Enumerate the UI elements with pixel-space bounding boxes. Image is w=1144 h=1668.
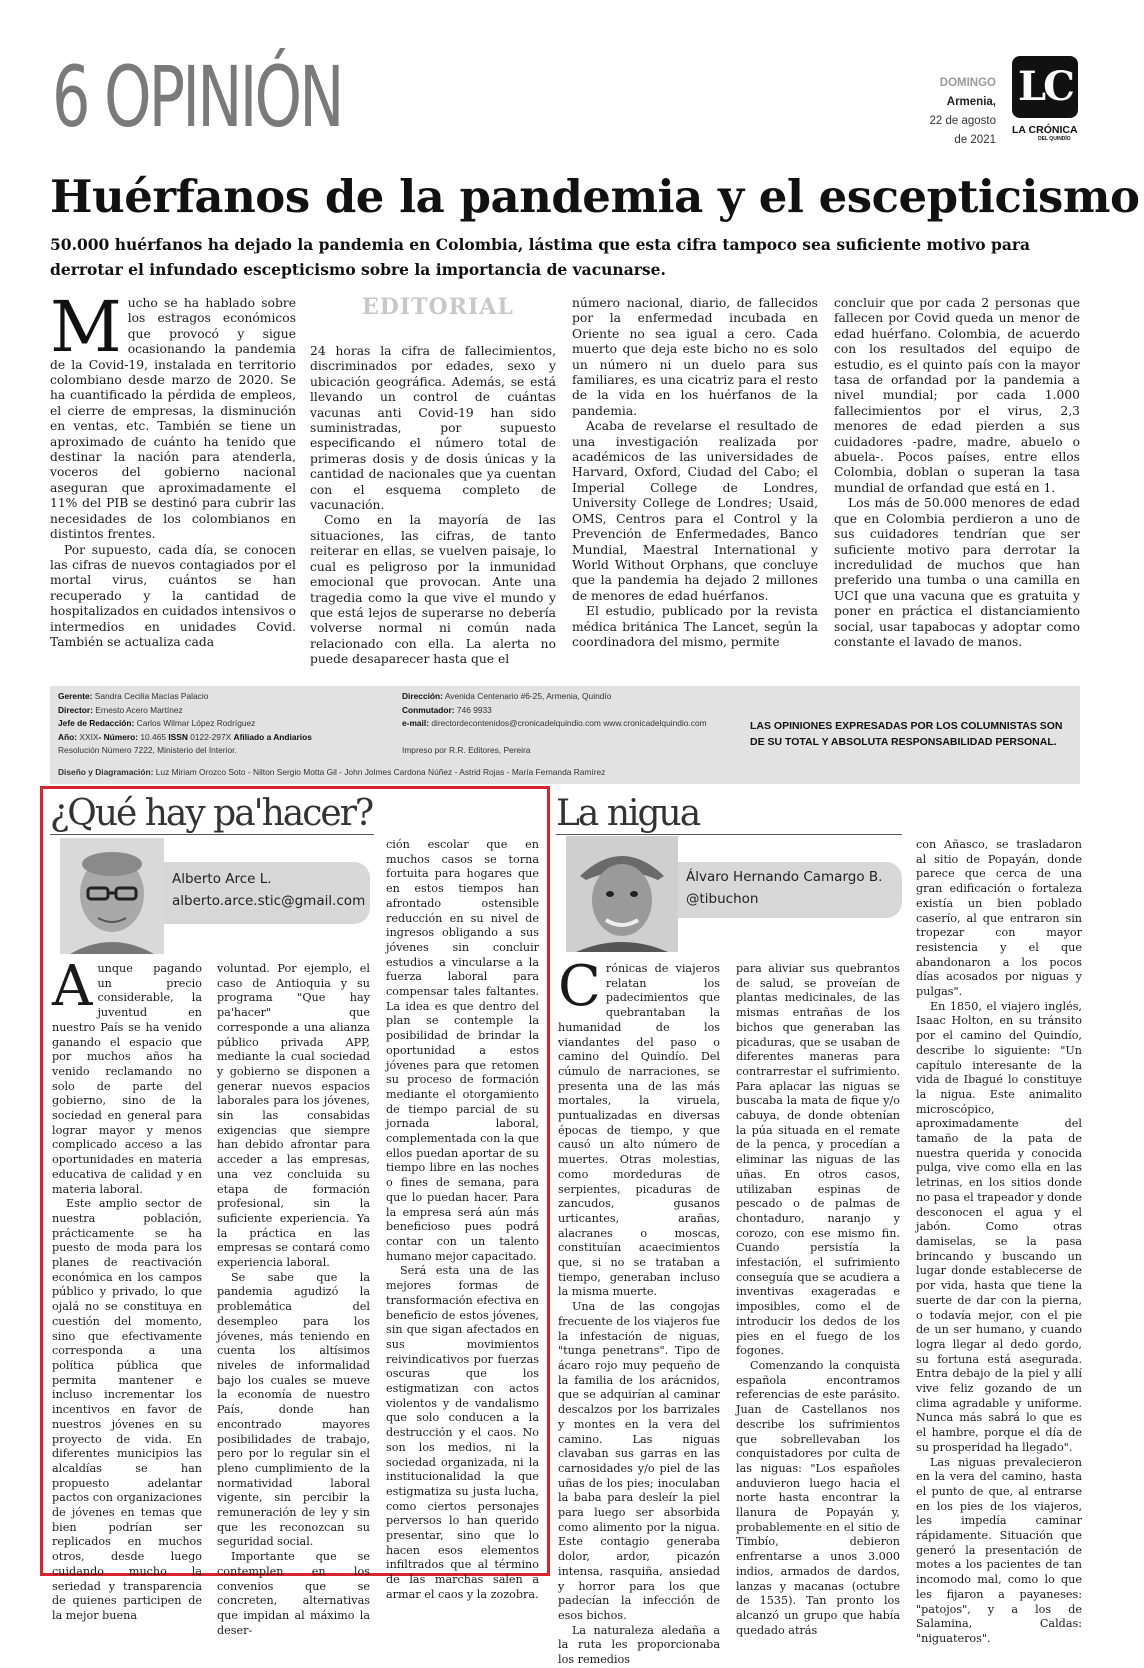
portrait-image bbox=[60, 838, 164, 954]
title-rule bbox=[50, 834, 374, 835]
author-name: Álvaro Hernando Camargo B. bbox=[686, 869, 883, 885]
paragraph: Crónicas de viajeros relatan los padecimientos que quebrantaban la humanidad de los viandantes del paso o camino del Quindío. Del cúmulo de narraciones, se presenta una de las más mortales, la viruela, puntualizadas en diversas épocas de tiempo, y que causó un alto número de muertes. Otras molestias, como mordeduras de serpientes, picaduras de zancudos, gusanos urticantes, arañas, alacranes o moscas, constituían acaecimientos que, si no se trataban a tiempo, generaban incluso la misma muerte. bbox=[558, 954, 720, 1299]
editorial-column-3 bbox=[572, 296, 818, 650]
editorial-deck: 50.000 huérfanos ha dejado la pandemia en Colombia, lástima que esta cifra tampoco sea suficiente motivo para derrotar el infundado escepticismo sobre la importancia de vacunarse. bbox=[50, 235, 1031, 279]
author-portrait-left bbox=[60, 838, 164, 954]
editorial-column-4 bbox=[834, 296, 1080, 650]
paragraph: Este amplio sector de nuestra población, prácticamente se ha puesto de moda para los planes de reactivación económica en los campos público y privado, lo que ojalá no se constituya en cuestión del momento, sino que efectivamente corresponda a una política pública que permita mantener e incluso incrementar los incentivos en favor de nuestros jóvenes en su proyecto de vida. En diferentes municipios las alcaldías se han propuesto adelantar pactos con organizaciones de jóvenes en temas que bien podrían ser replicados en muchos otros, desde luego cuidando mucho la seriedad y transparencia de quienes participen de la mejor buena bbox=[52, 1197, 202, 1622]
paragraph: Como en la mayoría de las situaciones, las cifras, de tanto reiterar en ellas, se vuelven paisaje, lo cual es peligroso por la inmunidad emocional que provocan. Ante una tragedia como la que vive el mundo y que está lejos de superarse no debería volverse normal ni común nada relacionado con ella. La alerta no puede desaparecer hasta que el bbox=[310, 513, 556, 667]
right-column-text-2 bbox=[736, 962, 900, 1638]
dateline bbox=[876, 74, 996, 150]
paragraph: número nacional, diario, de fallecidos por la enfermedad incubada en Oriente no sea igual a cero. Cada muerto que deja este bicho no es solo un número ni un duelo para sus familiares, es una cicatriz para el resto de la vida en los huérfanos de la pandemia. bbox=[572, 296, 818, 418]
left-column-text-2 bbox=[217, 962, 370, 1638]
dateline-year: de 2021 bbox=[954, 134, 996, 146]
left-column-text-3 bbox=[386, 838, 539, 1603]
paragraph: concluir que por cada 2 personas que fallecen por Covid queda un menor de edad huérfano. Colombia, de acuerdo con los resultados del equipo de estudio, es el quinto país con la mayor tasa de orfandad por la pandemia a nivel mundial; por cada 1.000 fallecimientos por el virus, 2,3 menores de edad pierden a sus cuidadores -padre, madre, abuelo o abuela-. Pocos países, entre ellos Colombia, doblan o superan la tasa mundial de orfandad que está en 1. bbox=[834, 296, 1080, 495]
dateline-day: DOMINGO bbox=[939, 77, 996, 89]
author-email[interactable]: alberto.arce.stic@gmail.com bbox=[172, 893, 366, 909]
newspaper-logo bbox=[1012, 56, 1084, 144]
editorial-headline: Huérfanos de la pandemia y el escepticismo bbox=[50, 170, 1140, 223]
paragraph: Será esta una de las mejores formas de transformación efectiva en beneficio de estos jóvenes, sin que sigan afectados en sus movimientos reivindicativos por fuerzas oscuras que los estigmatizan con actos violentos y de vandalismo que solo conducen a la destrucción y el caos. No son los medios, ni la sociedad organizada, ni la institucionalidad la que estigmatiza su justa lucha, como ciertos personajes perversos lo han querido presentar, sino que lo hacen esos elementos infiltrados que al término de las marchas salen a armar el caos y la zozobra. bbox=[386, 1264, 539, 1601]
paragraph: 24 horas la cifra de fallecimientos, discriminados por edades, sexo y ubicación geográfica. Además, se está llevando un control de cuántas vacunas anti Covid-19 han sido suministradas, por supuesto especificando el número total de primeras dosis y de dosis únicas y la cantidad de nacionales que ya cuentan con el esquema completo de vacunación. bbox=[310, 344, 556, 513]
phone: 746 9933 bbox=[456, 704, 492, 715]
paragraph: voluntad. Por ejemplo, el caso de Antioquia y su programa "Que hay pa'hacer" que corresponde a una alianza público privada APP, mediante la cual sociedad y gobierno se disponen a generar nuevos espacios laborales para los jóvenes, sin las consabidas exigencias que siempre han debido afrontar para acceder a las empresas, una vez concluida su etapa de formación profesional, sin la suficiente experiencia. Ya la práctica en las empresas se contará como experiencia laboral. bbox=[217, 962, 370, 1270]
paragraph: En 1850, el viajero inglés, Isaac Holton, en su tránsito por el camino del Quindío, describe lo siguiente: "Un capítulo interesante de la vida de Ibagué lo constituye la nigua. Este animalito microscópico, aproximadamente del tamaño de la pata de nuestra querida y conocida pulga, vive como ella en las letrinas, en los sitios donde no pasa el trapeador y donde desconocen el agua y el jabón. Como otras damiselas, se la pasa brincando y buscando un lugar donde establecerse de por vida, hasta que tiene la suerte de dar con la pierna, o todavía mejor, con el pie de un ser humano, y cuando logra llegar al dedo gordo, su fortuna está asegurada. Entra debajo de la piel y allí vive feliz gozando de un clima agradable y uniforme. Nunca más sabrá lo que es el hambre, porque el día de su prosperidad ha llegado". bbox=[916, 999, 1082, 1454]
drop-cap: C bbox=[558, 954, 601, 1019]
drop-cap: M bbox=[50, 286, 122, 368]
editorial-column-2 bbox=[310, 344, 556, 668]
dateline-date: 22 de agosto bbox=[929, 115, 996, 127]
portrait-image bbox=[566, 836, 678, 952]
jefe-name: Carlos Wilmar López Rodríguez bbox=[136, 718, 256, 729]
design-credits: Diseño y Diagramación: Luz Miriam Orozco Soto - Nilton Sergio Motta Gil - John Jolmes Cardona Núñez - Astrid Rojas - María Fernanda Ramírez bbox=[58, 767, 606, 777]
editorial-label: EDITORIAL bbox=[362, 294, 514, 320]
title-rule bbox=[556, 834, 902, 835]
paragraph: Mucho se ha hablado sobre los estragos económicos que provocó y sigue ocasionando la pandemia de la Covid-19, instalada en territorio colombiano desde marzo de 2020. Se ha cuantificado la pérdida de empleos, el cierre de empresas, la disminución en ventas, etc. También se tiene un aproximado de cuánto ha tenido que destinar la nación para atenderla, voceros del gobierno nacional aseguran que aproximadamente el 11% del PIB se destinó para cubrir las necesidades de los colombianos en distintos frentes. bbox=[50, 286, 296, 542]
paragraph: La naturaleza aledaña a la ruta les proporcionaba los remedios bbox=[558, 1623, 720, 1667]
resolucion: Resolución Número 7222, Ministerio del Interior. bbox=[58, 745, 237, 756]
paragraph: Las niguas prevalecieron en la vera del camino, hasta el punto de que, al entrarse en los pies de los viajeros, les impedía caminar rápidamente. Situación que generó la presentación de motes a los pacientes de tan incomodo mal, como lo que les fijaron a payaneses: "patojos", y a los de Salamina, Caldas: "niguateros". bbox=[916, 1455, 1082, 1645]
logo-mark: LC bbox=[1012, 56, 1078, 118]
paragraph: ción escolar que en muchos casos se torna fortuita para hogares que en estos tiempos han afrontado ostensible reducción en su nivel de ingresos obligando a sus jóvenes sin concluir estudios a vincularse a la fuerza laboral para compensar tales faltantes. La idea es que dentro del plan se contemple la posibilidad de brindar la oportunidad a estos jóvenes para que retomen su proceso de formación mediante el otorgamiento de tiempo parcial de su jornada laboral, complementada con la que ellos puedan aportar de su tiempo libre en las noches o fines de semana, para que lo puedan hacer. Para la empresa será aún más beneficioso pues podrá contar con un talento humano mejor capacitado. bbox=[386, 838, 539, 1263]
author-portrait-right bbox=[566, 836, 678, 952]
printer: Impreso por R.R. Editores, Pereira bbox=[402, 744, 531, 755]
author-name: Alberto Arce L. bbox=[172, 871, 272, 887]
gerente-name: Sandra Cecilia Macías Palacio bbox=[94, 691, 209, 701]
email-link[interactable]: directordecontenidos@cronicadelquindio.com www.cronicadelquindio.com bbox=[431, 718, 707, 729]
paragraph: Acaba de revelarse el resultado de una investigación realizada por académicos de las universidades de Harvard, Oxford, Ciudad del Cabo; el Imperial College de Londres, University College de Londres; Usaid, OMS, Centros para el Control y la Prevención de Enfermedades, Banco Mundial, Maestral International y World Without Orphans, que concluye que la pandemia ha dejado 2 millones de menores de edad huérfanos. bbox=[572, 419, 818, 603]
editorial-column-1 bbox=[50, 286, 296, 650]
paragraph: con Añasco, se trasladaron al sitio de Popayán, donde parece que cerca de una gran edificación o fortaleza existía un bien poblado caserío, al que entraron sin tropezar con mayor resistencia y el que abandonaron a los pocos días acosados por niguas y pulgas". bbox=[916, 838, 1082, 999]
drop-cap: A bbox=[52, 954, 93, 1019]
masthead-box bbox=[50, 686, 1080, 784]
director-name: Ernesto Acero Martínez bbox=[95, 704, 183, 715]
disclaimer: LAS OPINIONES EXPRESADAS POR LOS COLUMNISTAS SON DE SU TOTAL Y ABSOLUTA RESPONSABILIDAD PERSONAL. bbox=[750, 720, 1063, 748]
dateline-city: Armenia, bbox=[946, 96, 996, 108]
address: Avenida Centenario #6-25, Armenia, Quindío bbox=[444, 691, 612, 701]
author-handle[interactable]: @tibuchon bbox=[686, 891, 759, 907]
paragraph: Aunque pagando un precio considerable, la juventud en nuestro País se ha venido ganando el espacio que por muchos años ha venido reclamando no solo de parte del gobierno, sino de la sociedad en general para lograr mayor y menos complicado acceso a las oportunidades en materia educativa de calidad y en materia laboral. bbox=[52, 954, 202, 1196]
masthead-contact: Dirección: Avenida Centenario #6-25, Armenia, Quindío Conmutador: 746 9933 e-mail: directordecontenidos@cronicadelquindio.com www.cronicadelquindio.com Impreso por R.R. Editores, Pereira bbox=[402, 690, 762, 757]
paragraph: Se sabe que la pandemia agudizó la problemática del desempleo para los jóvenes, más teniendo en cuenta los altísimos niveles de informalidad bajo los cuales se mueve la economía de nuestro País, donde han encontrado mayores posibilidades de trabajo, pero por lo regular sin el pleno cumplimiento de la normatividad laboral vigente, sin percibir la remuneración de ley y sin que les reconozcan su seguridad social. bbox=[217, 1270, 370, 1549]
paragraph: Comenzando la conquista española encontramos referencias de este parásito. Juan de Castellanos nos describe los sufrimientos que sobrellevaban los conquistadores por culta de las niguas: "Los españoles anduvieron luego hacia el norte hasta encontrar la llanura de Popayán y, probablemente en el sitio de Timbío, debieron enfrentarse a unos 3.000 indios, armados de dardos, lanzas y macanas (octubre de 1535). Tan pronto los alcanzó un grupo que había quedado atrás bbox=[736, 1358, 900, 1637]
column-title-right: La nigua bbox=[556, 793, 700, 834]
section-title: 6 OPINIÓN bbox=[52, 48, 342, 146]
paragraph: El estudio, publicado por la revista médica británica The Lancet, según la coordinadora del mismo, permite bbox=[572, 604, 818, 649]
paragraph: Por supuesto, cada día, se conocen las cifras de nuevos contagiados por el mortal virus, cuántos se han recuperado y la cantidad de hospitalizados en cuidados intensivos o intermedios en unidades Covid. También se actualiza cada bbox=[50, 542, 296, 649]
column-title-left: ¿Qué hay pa'hacer? bbox=[50, 793, 373, 834]
paragraph: Los más de 50.000 menores de edad que en Colombia perdieron a uno de sus cuidadores tendrían que ser suficiente motivo para derrotar la incredulidad de muchos que han preferido una tumba o una camilla en UCI que una vacuna que es gratuita y poner en práctica el distanciamiento social, usar tapabocas y adoptar como constante el lavado de manos. bbox=[834, 496, 1080, 649]
left-column-text-1 bbox=[52, 954, 202, 1624]
paragraph: Importante que se contemplen en los convenios que se concreten, alternativas que impidan al máximo la deser- bbox=[217, 1550, 370, 1637]
right-column-text-3 bbox=[916, 838, 1082, 1647]
masthead-staff: Gerente: Sandra Cecilia Macías Palacio Director: Ernesto Acero Martínez Jefe de Redacción: Carlos Wilmar López Rodríguez Año: XXIX- Número: 10.465 ISSN 0122-297X Afiliado a Andiarios Resolución Número 7222, Ministerio del Interior. bbox=[58, 690, 398, 758]
right-column-text-1 bbox=[558, 954, 720, 1668]
paragraph: para aliviar sus quebrantos de salud, se proveían de plantas medicinales, de las mismas entrañas de los bichos que generaban las picaduras, que se usaban de diferentes maneras para contrarrestar el sufrimiento. Para aplacar las niguas se buscaba la mata de fique y/o cabuya, de donde obtenían la púa situada en el remate de la penca, y procedían a eliminar las niguas de las uñas. En otros casos, utilizaban espinas de pescado o de palmas de chontaduro, naranjo y corozo, con ese mismo fin. Cuando persistía la infestación, el sufrimiento conseguía que se acudiera a inventivas exageradas e imposibles, como el de introducir los dedos de los pies en el fuego de los fogones. bbox=[736, 962, 900, 1358]
logo-subtitle: DEL QUINDÍO bbox=[1038, 136, 1071, 142]
logo-name: LA CRÓNICA bbox=[1012, 124, 1078, 136]
paragraph: Una de las congojas frecuente de los viajeros fue la infestación de niguas, "tunga penetrans". Tipo de ácaro rojo muy pequeño de la familia de los arácnidos, que se adquirían al caminar descalzos por los barrizales y montes en la vera del camino. Las niguas clavaban sus garras en las carnosidades y/o piel de las uñas de los pies; inoculaban la baba para desleír la piel para luego ser absorbida como alimento por la nigua. Este contagio generaba dolor, ardor, picazón intensa, rasquiña, ansiedad y horror para los que padecían la infección de esos bichos. bbox=[558, 1300, 720, 1622]
